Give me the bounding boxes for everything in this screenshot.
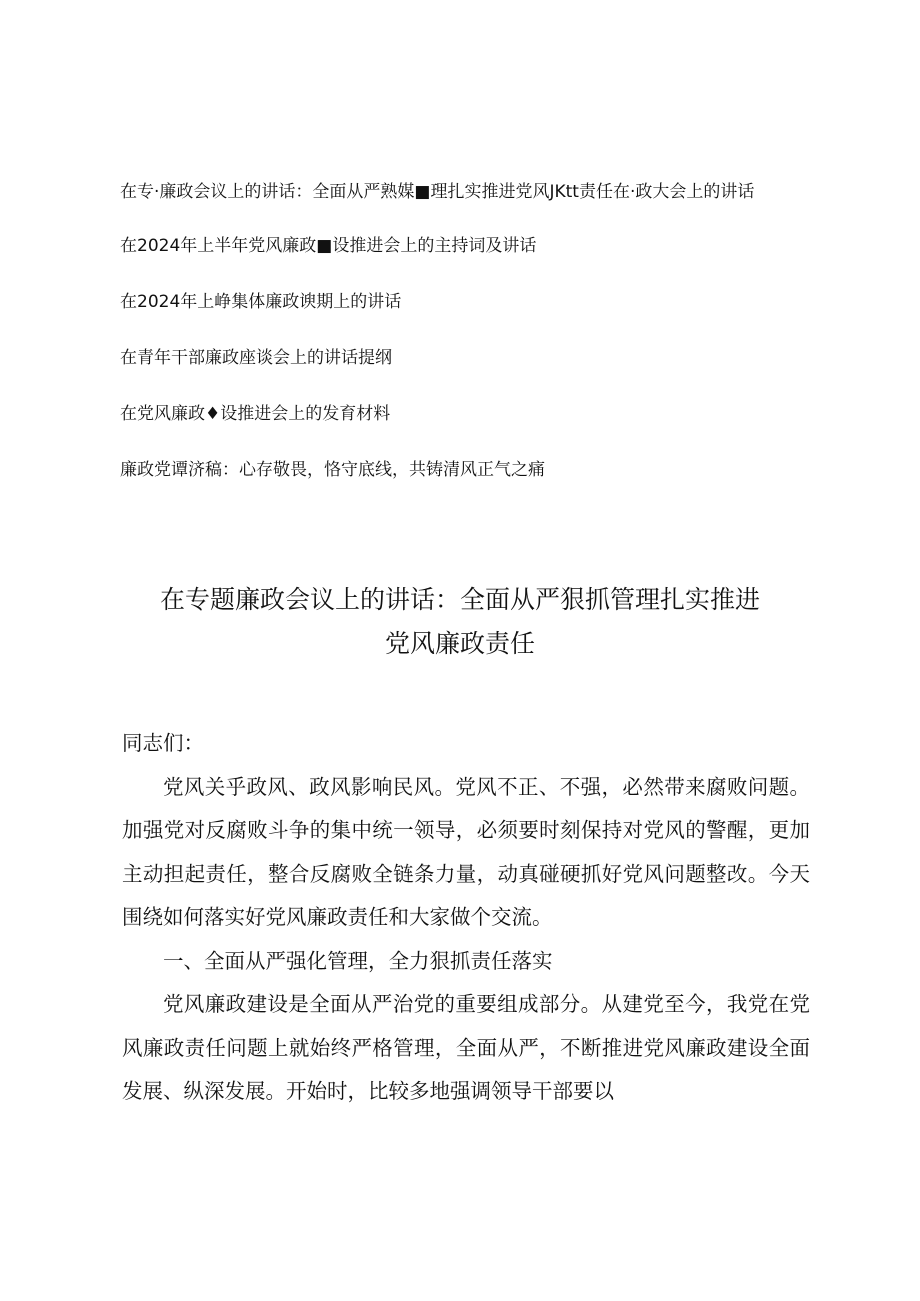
toc-item[interactable]: 在2024年上半年党风廉政■设推进会上的主持词及讲话 bbox=[120, 236, 537, 256]
toc-item[interactable]: 在专·廉政会议上的讲话：全面从严熟媒■理扎实推进党风JKtt责任在·政大会上的讲话 bbox=[120, 182, 755, 202]
section-heading: 一、全面从严强化管理，全力狠抓责任落实 bbox=[163, 948, 553, 973]
table-of-contents bbox=[120, 178, 810, 484]
article-title-line-2: 党风廉政责任 bbox=[384, 629, 535, 658]
salutation: 同志们： bbox=[122, 731, 204, 755]
toc-item[interactable]: 在党风廉政♦设推进会上的发育材料 bbox=[120, 404, 391, 424]
paragraph: 党风廉政建设是全面从严治党的重要组成部分。从建党至今，我党在党风廉政责任问题上就始终严格管理，全面从严，不断推进党风廉政建设全面发展、纵深发展。开始时，比较多地强调领导干部要以 bbox=[122, 992, 810, 1103]
paragraph: 党风关乎政风、政风影响民风。党风不正、不强，必然带来腐败问题。加强党对反腐败斗争的集中统一领导，必须要时刻保持对党风的警醒，更加主动担起责任，整合反腐败全链条力量，动真碰硬抓好党风问题整改。今天围绕如何落实好党风廉政责任和大家做个交流。 bbox=[122, 774, 810, 929]
article-body bbox=[122, 722, 810, 1114]
toc-item[interactable]: 在青年干部廉政座谈会上的讲话提纲 bbox=[120, 348, 392, 368]
toc-item[interactable]: 廉政党谭济稿：心存敬畏，恪守底线，共铸清风正气之痛 bbox=[120, 460, 545, 480]
article-title-line-1: 在专题廉政会议上的讲话：全面从严狠抓管理扎实推进 bbox=[159, 585, 760, 614]
toc-item[interactable]: 在2024年上峥集体廉政谀期上的讲话 bbox=[120, 292, 402, 312]
article-title bbox=[100, 578, 820, 666]
